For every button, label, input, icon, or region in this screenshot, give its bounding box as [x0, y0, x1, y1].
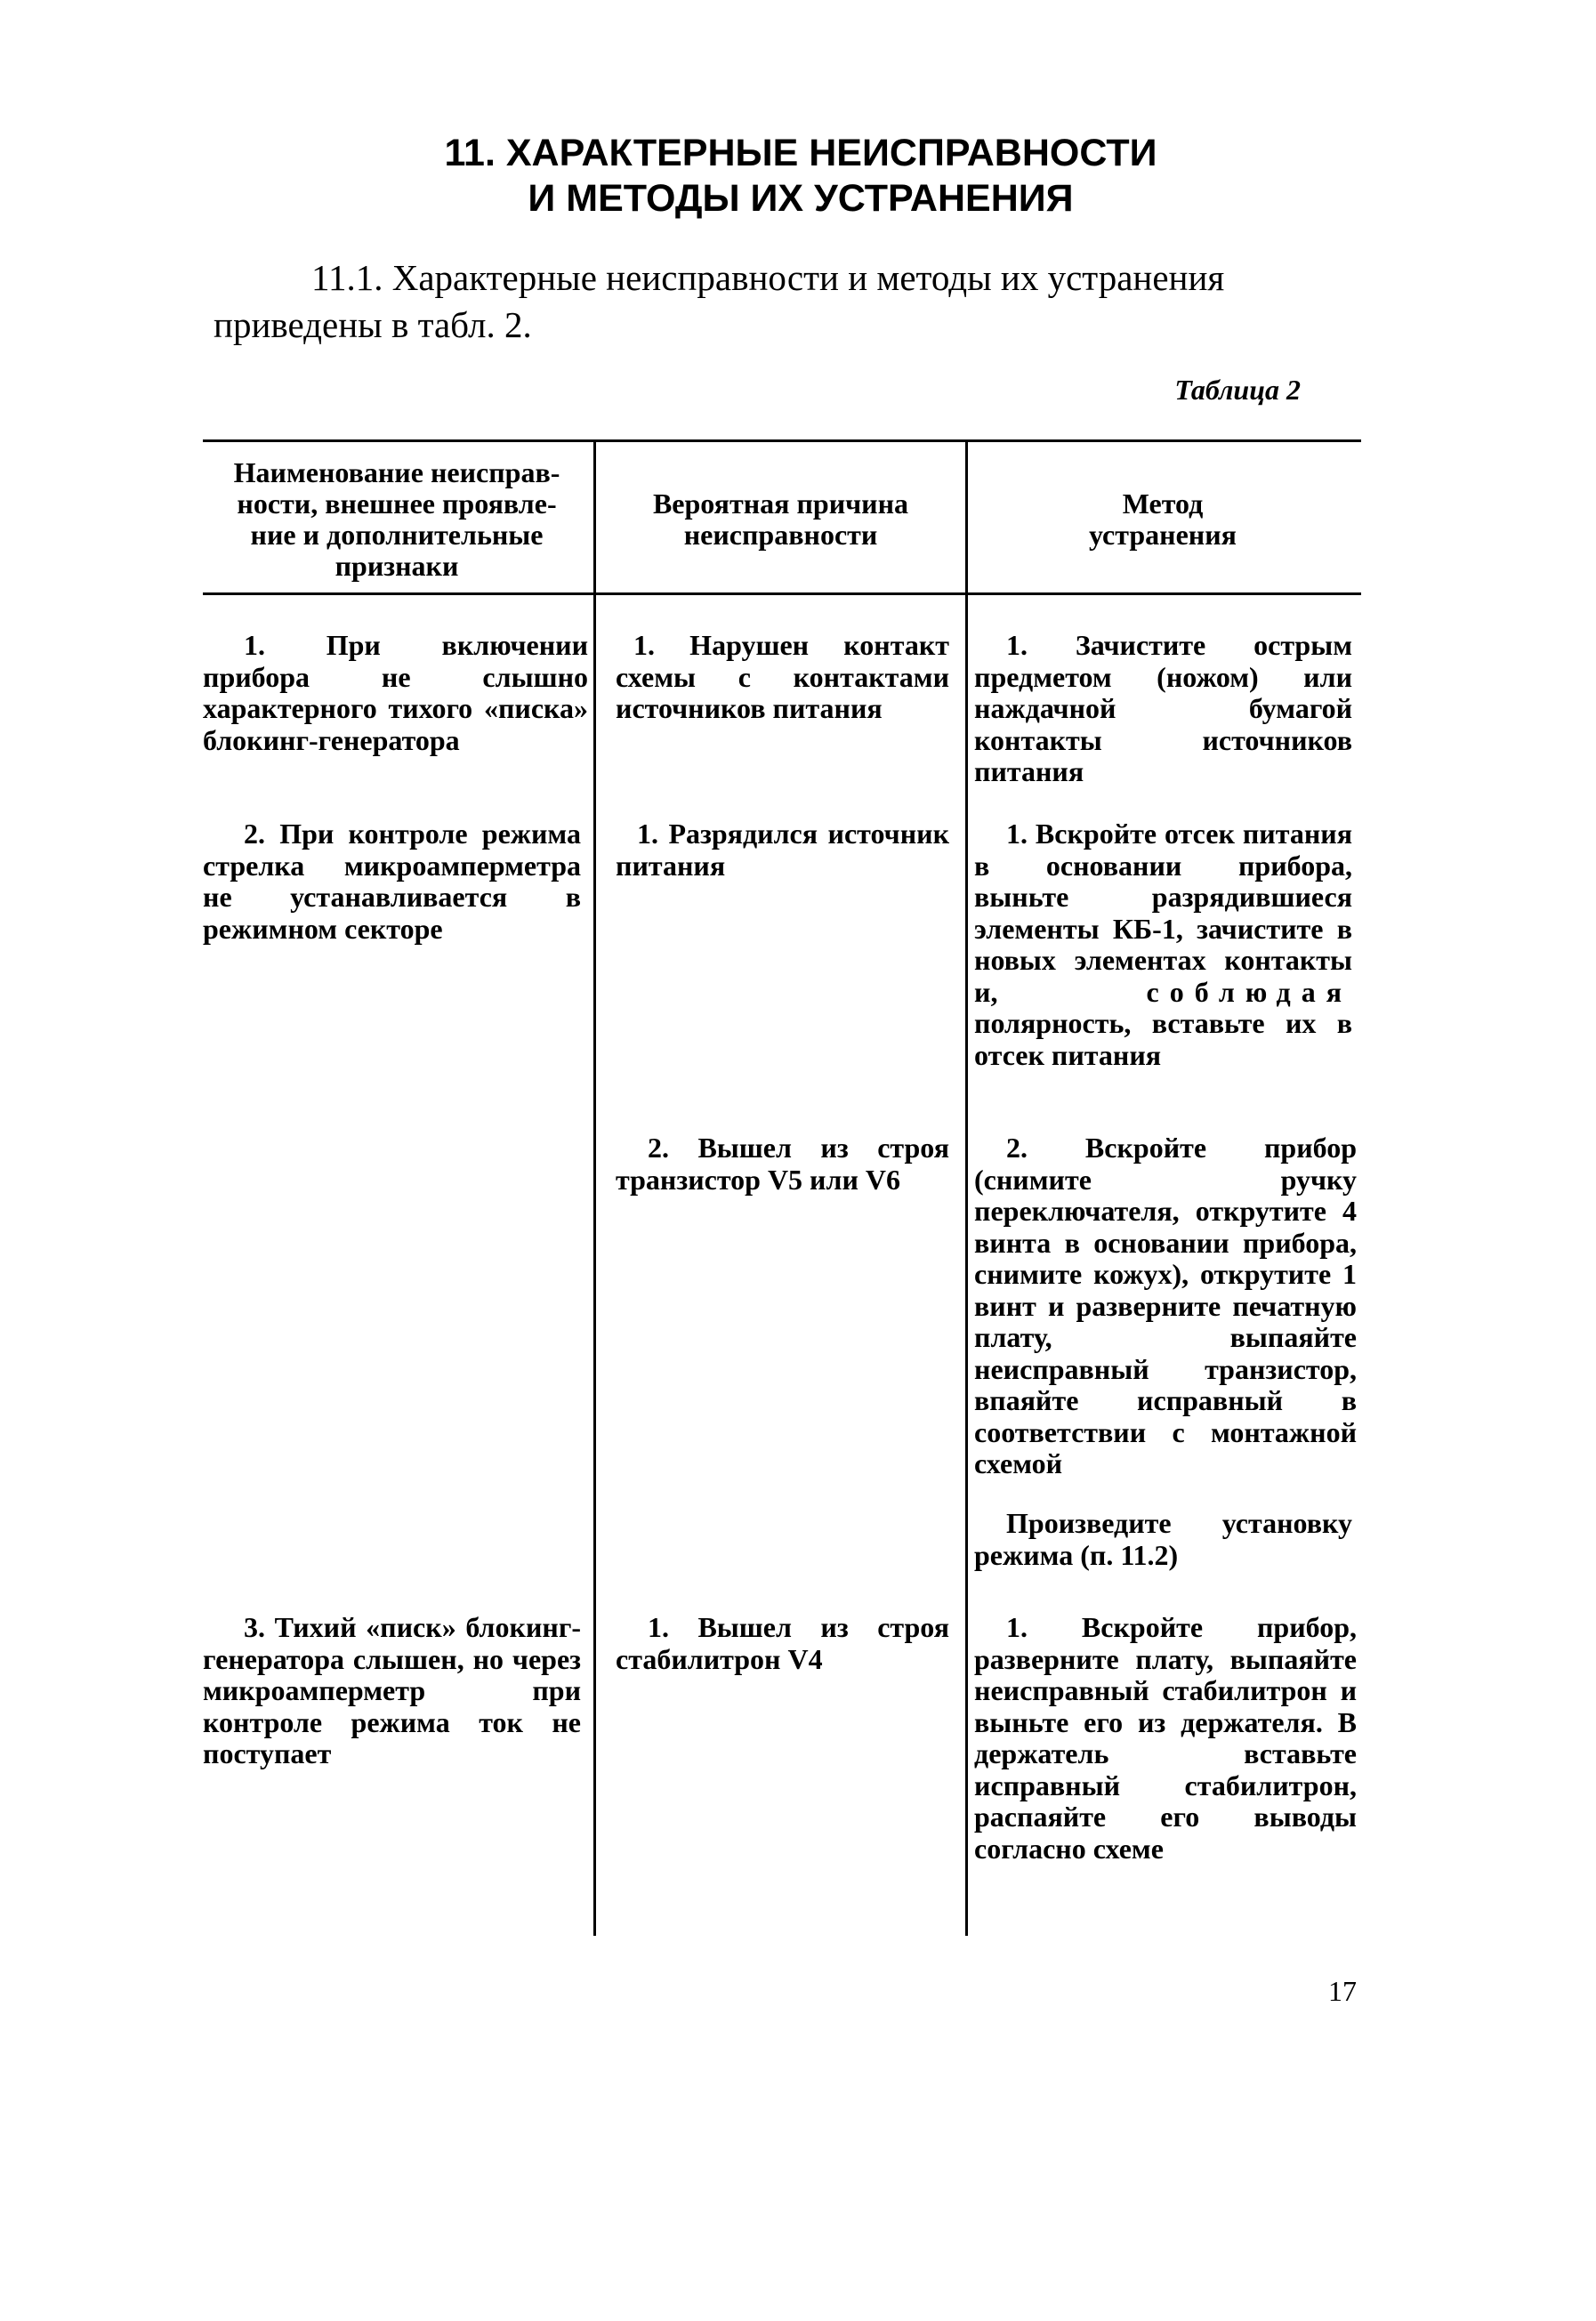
table-cell-cause-2-1: 1. Разрядился источник питания — [616, 818, 949, 882]
header-line: устранения — [1089, 519, 1237, 551]
intro-text-line-1: 11.1. Характерные неисправности и методы их устранения — [311, 257, 1225, 298]
header-line: ние и дополнительные — [250, 519, 544, 551]
table-cell-method-2-1 — [974, 818, 1352, 1071]
header-line: Наименование неисправ- — [233, 456, 560, 488]
header-line: признаки — [335, 550, 459, 582]
column-header-cause — [601, 488, 961, 551]
table-label: Таблица 2 — [1174, 374, 1301, 406]
method-text: 1. Вскройте отсек питания в основании прибора, выньте разрядившиеся элементы КБ-1, зачистите в новых элементах контакты и, — [974, 818, 1352, 1008]
table-top-rule — [203, 439, 1361, 442]
table-cell-fault-2: 2. При контроле режима стрелка микроамперметра не устанавливается в режимном секторе — [203, 818, 581, 945]
table-cell-fault-1: 1. При включении прибора не слышно характерного тихого «писка» блокинг-генератора — [203, 629, 588, 756]
method-text: полярность, вставьте их в отсек питания — [974, 1007, 1352, 1071]
method-text-spaced: соблюдая — [1146, 975, 1352, 1008]
table-cell-method-1-1: 1. Зачистите острым предметом (ножом) или наждачной бумагой контакты источников питания — [974, 629, 1352, 787]
table-header-rule — [203, 592, 1361, 595]
column-header-method — [971, 488, 1354, 551]
table-column-divider-2 — [965, 439, 968, 1936]
table-column-divider-1 — [593, 439, 596, 1936]
intro-text-line-2: приведены в табл. 2. — [214, 304, 532, 345]
section-heading-line-1: 11. ХАРАКТЕРНЫЕ НЕИСПРАВНОСТИ — [444, 132, 1157, 174]
header-line: ности, внешнее проявле- — [237, 488, 557, 520]
table-cell-cause-3-1: 1. Вышел из строя стабилитрон V4 — [616, 1611, 949, 1675]
header-line: Вероятная причина — [652, 488, 909, 520]
page-number: 17 — [1328, 1975, 1357, 2007]
section-heading-line-2: И МЕТОДЫ ИХ УСТРАНЕНИЯ — [528, 177, 1074, 220]
header-line: неисправности — [683, 519, 878, 551]
table-cell-cause-2-2: 2. Вышел из строя транзистор V5 или V6 — [616, 1132, 949, 1196]
table-cell-method-2-2: 2. Вскройте прибор (снимите ручку переключателя, открутите 4 винта в основании прибора, снимите кожух), открутите 1 винт и разверните печатную плату, выпаяйте неисправный транзистор, впаяйте исправный в соответствии с монтажной схемой — [974, 1132, 1357, 1479]
header-line: Метод — [1122, 488, 1204, 520]
table-cell-method-3-1: 1. Вскройте прибор, разверните плату, выпаяйте неисправный стабилитрон и выньте его из держателя. В держатель вставьте исправный стабилитрон, распаяйте его выводы согласно схеме — [974, 1611, 1357, 1865]
column-header-fault — [203, 457, 591, 582]
table-cell-fault-3: 3. Тихий «писк» блокинг-генератора слышен, но через микроамперметр при контроле режима ток не поступает — [203, 1611, 581, 1769]
table-cell-cause-1-1: 1. Нарушен контакт схемы с контактами источников питания — [616, 629, 949, 724]
table-cell-method-2-2-note: Произведите установку режима (п. 11.2) — [974, 1507, 1352, 1571]
